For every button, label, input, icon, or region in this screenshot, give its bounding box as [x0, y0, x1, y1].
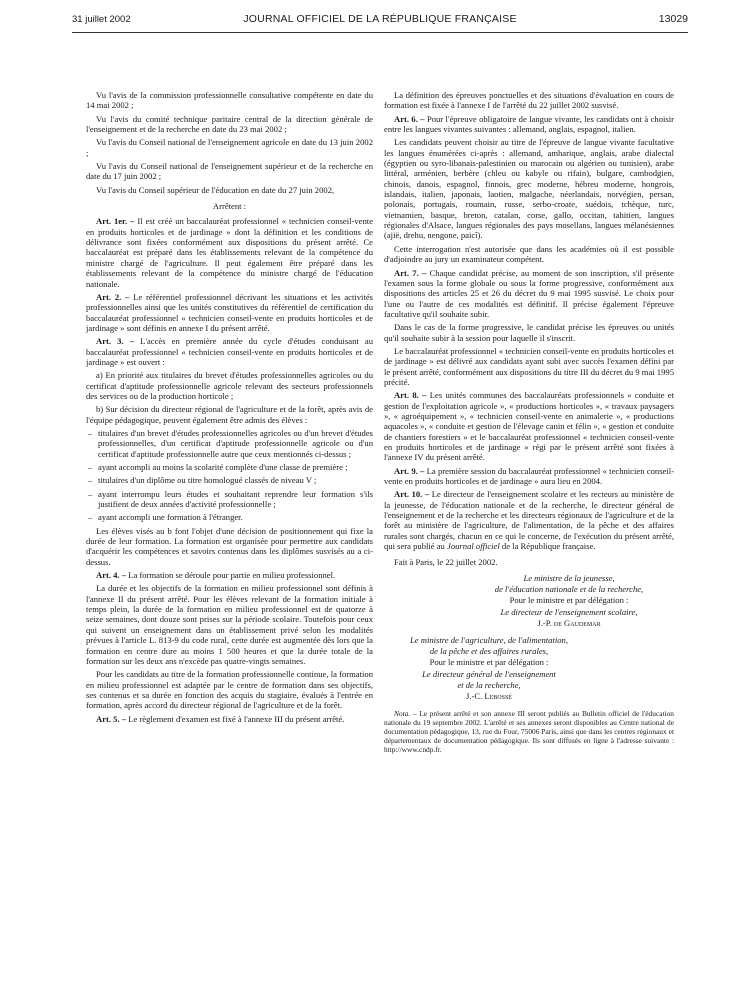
visa-5: Vu l'avis du Conseil supérieur de l'éducation en date du 27 juin 2002, — [96, 184, 335, 195]
header-page-number: 13029 — [658, 13, 688, 25]
article-9 — [384, 466, 674, 487]
signature-line: Le directeur de l'enseignement scolaire, — [500, 606, 638, 617]
article-6-label: Art. 6. – — [394, 113, 425, 124]
article-3-end: Les élèves visés au b font l'objet d'une décision de positionnement qui fixe la durée de leur formation. La formation est organisée pour permettre aux candidats d'acquérir les compétences et savoirs contenus dans les diplômes susvisés au a ci-dessus. — [86, 525, 373, 567]
article-7-p2: Dans le cas de la forme progressive, le candidat précise les épreuves ou unités qu'il souhaite subir à la session pour laquelle il s'inscrit. — [384, 322, 674, 343]
signature-block-education — [464, 573, 674, 629]
fait-a-paris: Fait à Paris, le 22 juillet 2002. — [394, 557, 498, 568]
article-3-a: a) En priorité aux titulaires du brevet d'études professionnelles agricoles ou du certificat d'aptitude professionnelle agricole relevant des secteurs professionnels des services ou de la production horticole ; — [86, 370, 373, 401]
article-7-p3: Le baccalauréat professionnel « technicien conseil-vente en produits horticoles et de jardinage » est délivré aux candidats ayant subi avec succès l'examen défini par le présent arrêté, conformément aux dispositions du titre III du décret du 9 mai 1995 précité. — [384, 345, 674, 387]
visa-2: Vu l'avis du comité technique paritaire central de la direction générale de l'enseignement et de la recherche en date du 23 mai 2002 ; — [86, 113, 373, 135]
article-7-text: Chaque candidat précise, au moment de son inscription, s'il présente l'examen sous la forme globale ou sous la forme progressive, conformément aux dispositions des articles 25 et 26 du décret du 9 mai 1995 susvisé. Le choix pour l'une ou l'autre de ces modalités est définitif. Il précise également l'épreuve facultative qu'il souhaite subir. — [384, 267, 674, 319]
article-6 — [384, 114, 674, 135]
article-3-label: Art. 3. – — [96, 336, 135, 347]
signature-line: Le directeur général de l'enseignement — [422, 668, 556, 679]
evaluation-definition: La définition des épreuves ponctuelles et des situations d'évaluation en cours de formation est fixée à l'annexe I de l'arrêté du 22 juillet 2002 susvisé. — [384, 90, 674, 111]
nota-text: Le présent arrêté et son annexe III seront publiés au Bulletin officiel de l'éducation nationale du 19 septembre 2002. L'arrêté et ses annexes seront disponibles au Centre national de documentation pédagogique, 13, rue du Four, 75006 Paris, ainsi que dans les centres régionaux et départementaux de documentation pédagogique. Ils sont diffusés en ligne à l'adresse suivante : http://www.cndp.fr. — [384, 708, 674, 754]
article-10-label: Art. 10. – — [394, 489, 430, 500]
article-3-b: b) Sur décision du directeur régional de l'agriculture et de la forêt, après avis de l'équipe pédagogique, peuvent également être admis des élèves : — [86, 404, 373, 425]
article-1-text: Il est créé un baccalauréat professionnel « technicien conseil-vente en produits horticoles et de jardinage » dont la définition et les conditions de délivrance sont fixées conformément aux dispositions du présent arrêté. Ce baccalauréat est préparé dans les établissements relevant de la compétence du ministre chargé de l'agriculture. Il peut également être préparé dans les établissements relevant de la compétence du ministre chargé de l'éducation nationale. — [86, 216, 373, 289]
admission-item: – ayant interrompu leurs études et souhaitant reprendre leur formation s'ils justifient de deux années d'activité professionnelle ; — [86, 489, 373, 510]
journal-officiel-title: Journal officiel — [447, 541, 500, 552]
visa-4: Vu l'avis du Conseil national de l'enseignement supérieur et de la recherche en date du 17 juin 2002 ; — [86, 161, 373, 182]
admission-item: – titulaires d'un brevet d'études professionnelles agricoles ou d'un brevet d'études professionnelles, d'un certificat d'aptitude professionnelle agricole ou d'un certificat d'aptitude professionnelle autre que ceux mentionnés ci-dessus ; — [86, 428, 373, 459]
page-header — [72, 12, 688, 28]
article-4-p2: La durée et les objectifs de la formation en milieu professionnel sont définis à l'annexe II du présent arrêté. Pour les élèves relevant de la formation initiale à temps plein, la durée de la formation en milieu professionnel est de quatorze à seize semaines, dont douze sont prises sur la période scolaire. Toutefois pour ceux qui suivent un enseignement dans un établissement privé selon les modalités prévues à l'article L. 813-9 du code rural, cette durée est augmentée dès lors que la formation en centre dure au moins 1 500 heures et que la durée totale de la formation sur les deux ans n'excède pas quatre-vingts semaines. — [86, 583, 373, 666]
article-1-label: Art. 1er. – — [96, 216, 135, 227]
nota — [384, 709, 674, 754]
article-8-label: Art. 8. – — [394, 390, 427, 401]
article-4-p3: Pour les candidats au titre de la formation professionnelle continue, la formation en milieu professionnel est adaptée par le centre de formation dans ses objectifs, ses contenus et sa durée en fonction des acquis du stagiaire, évalués à l'entrée en formation, après accord du directeur régional de l'agriculture et de la forêt. — [86, 669, 373, 711]
article-10 — [384, 489, 674, 551]
signature-line: Pour le ministre et par délégation : — [509, 595, 629, 606]
signature-line: de l'éducation nationale et de la recherche, — [494, 584, 644, 595]
left-column — [86, 90, 373, 727]
visa-1: Vu l'avis de la commission professionnelle consultative compétente en date du 14 mai 2002 ; — [86, 90, 373, 111]
article-2-label: Art. 2. – — [96, 291, 130, 302]
article-2-text: Le référentiel professionnel décrivant les situations et les activités professionnelles ainsi que les unités constitutives du référentiel de certification du baccalauréat professionnel « technicien conseil-vente en produits horticoles et de jardinage » sont définis en annexe I du présent arrêté. — [86, 291, 373, 333]
signature-line: Pour le ministre et par délégation : — [429, 657, 549, 668]
visa-3: Vu l'avis du Conseil national de l'enseignement agricole en date du 13 juin 2002 ; — [86, 137, 373, 158]
signatory-name: J.-C. Lebossé — [466, 691, 512, 702]
article-4 — [86, 570, 373, 580]
signature-line: et de la recherche, — [457, 679, 521, 690]
article-6-p3: Cette interrogation n'est autorisée que dans les académies où il est possible d'adjoindre au jury un examinateur compétent. — [384, 243, 674, 265]
admission-item: – titulaires d'un diplôme ou titre homologué classés de niveau V ; — [86, 475, 373, 485]
admission-item: – ayant accompli une formation à l'étranger. — [86, 512, 373, 522]
header-date: 31 juillet 2002 — [72, 14, 131, 25]
article-8 — [384, 390, 674, 462]
article-10-text: Le directeur de l'enseignement scolaire et les recteurs au ministère de la jeunesse, de l'éducation nationale et de la recherche, le directeur général de l'enseignement et de la recherche et les directeurs régionaux de l'agriculture et de la forêt au ministère de l'agriculture, de l'alimentation, de la pêche et des affaires rurales sont chargés, chacun en ce qui le concerne, de l'exécution du présent arrêté, qui sera publié au — [384, 489, 674, 552]
header-title: JOURNAL OFFICIEL DE LA RÉPUBLIQUE FRANÇAISE — [243, 13, 517, 25]
article-8-text: Les unités communes des baccalauréats professionnels « conduite et gestion de l'exploitation agricole », « productions horticoles », « travaux paysagers », « agroéquipement », « technicien conseil-vente en animalerie », « productions aquacoles », « conduite et gestion de l'élevage canin et félin », « gestion et conduite de chantiers forestiers » et le baccalauréat professionnel « technicien conseil-vente en produits horticoles et de jardinage » régi par le présent arrêté sont fixées à l'annexe IV du présent arrêté. — [384, 390, 674, 463]
article-9-label: Art. 9. – — [394, 465, 425, 476]
article-7-label: Art. 7. – — [394, 267, 427, 278]
nota-label: Nota. – — [394, 708, 417, 718]
article-6-p2: Les candidats peuvent choisir au titre de l'épreuve de langue vivante facultative les langues énumérées ci-après : allemand, amharique, anglais, arabe dialectal (égyptien ou syro-libanais-palestinien ou marocain ou algérien ou tunisien), arabe littéral, arménien, berbère (chleu ou kabyle ou rifain), bulgare, cambodgien, chinois, danois, espagnol, finnois, grec moderne, hébreu moderne, hongrois, islandais, italien, japonais, laotien, malgache, néerlandais, norvégien, persan, polonais, portugais, roumain, russe, serbo-croate, suédois, tchèque, turc, vietnamien, basque, breton, catalan, corse, gallo, occitan, tahitien, langues régionales d'Alsace, langues régionales des pays mosellans, langues mélanésiennes (ajië, drehu, nengone, paicî). — [384, 137, 674, 241]
article-6-text: Pour l'épreuve obligatoire de langue vivante, les candidats ont à choisir entre les langues vivantes suivantes : allemand, anglais, espagnol, italien. — [384, 113, 674, 135]
article-4-label: Art. 4. – — [96, 570, 127, 581]
header-rule — [72, 32, 688, 33]
article-1 — [86, 216, 373, 288]
article-10-end: de la République française. — [501, 541, 596, 552]
article-5 — [86, 714, 373, 724]
article-9-text: La première session du baccalauréat professionnel « technicien conseil-vente en produits horticoles et de jardinage » aura lieu en 2004. — [384, 465, 674, 487]
article-3-text: L'accès en première année du cycle d'études conduisant au baccalauréat professionnel « technicien conseil-vente en produits horticoles et de jardinage » est ouvert : — [86, 336, 374, 367]
signature-block-agriculture — [384, 635, 594, 702]
article-5-label: Art. 5. – — [96, 713, 127, 724]
article-2 — [86, 292, 373, 333]
signatory-name: J.-P. de Gaudemar — [537, 618, 601, 629]
signature-line: de la pêche et des affaires rurales, — [429, 645, 549, 656]
article-7 — [384, 268, 674, 320]
article-3 — [86, 336, 373, 367]
right-column — [384, 90, 674, 757]
signature-line: Le ministre de la jeunesse, — [523, 572, 615, 583]
article-4-text: La formation se déroule pour partie en milieu professionnel. — [128, 570, 336, 581]
article-5-text: Le règlement d'examen est fixé à l'annexe III du présent arrêté. — [128, 713, 345, 724]
arretent: Arrêtent : — [212, 201, 247, 212]
admission-item: – ayant accompli au moins la scolarité complète d'une classe de première ; — [86, 462, 373, 472]
signature-line: Le ministre de l'agriculture, de l'alimentation, — [410, 634, 568, 645]
